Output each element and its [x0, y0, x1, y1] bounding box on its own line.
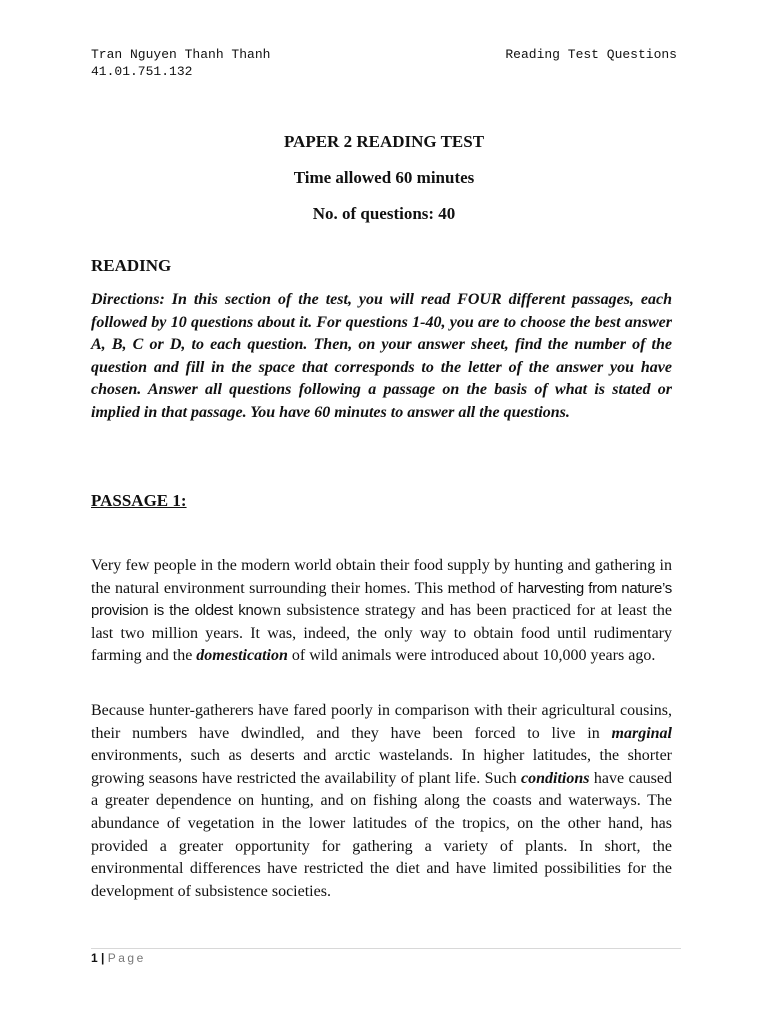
- paragraph-text: of wild animals were introduced about 10,000 years ago.: [287, 647, 656, 665]
- paragraph-text: wn subsistence strategy and has been practiced for at least the last two million years. It was, indeed, the only way to obtain food until rudimentary farming and the: [91, 602, 673, 665]
- header-doc-label: Reading Test Questions: [505, 47, 677, 62]
- vocab-term-domestication: domestication: [196, 647, 288, 665]
- author-name: Tran Nguyen Thanh Thanh: [91, 47, 271, 62]
- paragraph-text: Very few people in the modern world obtain their food supply by hunting and gathering in the natural environment surrounding their homes. This method of: [91, 557, 672, 597]
- page-footer: [91, 951, 146, 965]
- page-label: Page: [107, 951, 146, 965]
- title-block: [0, 124, 768, 232]
- question-count: No. of questions: 40: [312, 204, 456, 223]
- vocab-term-marginal: marginal: [611, 724, 672, 742]
- passage-paragraph-1: [91, 555, 672, 668]
- paragraph-text: Because hunter-gatherers have fared poorly in comparison with their agricultural cousins, their numbers have dwindled, and they have been forced to live in: [91, 702, 672, 742]
- paper-title: PAPER 2 READING TEST: [283, 132, 485, 151]
- paragraph-text-alt-font: harvesting from nature’s provision is the oldest kno: [91, 579, 673, 620]
- directions-text: Directions: In this section of the test, you will read FOUR different passages, each followed by 10 questions about it. For questions 1-40, you are to choose the best answer A, B, C or D, to each question. Then, on your answer sheet, find the number of the question and fill in the space that corresponds to the letter of the answer you have chosen. Answer all questions following a passage on the basis of what is stated or implied in that passage. You have 60 minutes to answer all the questions.: [91, 291, 672, 421]
- header-left: [91, 46, 270, 80]
- passage-heading: PASSAGE 1:: [91, 491, 187, 510]
- vocab-term-conditions: conditions: [521, 769, 590, 787]
- section-heading: READING: [91, 256, 172, 275]
- student-id: 41.01.751.132: [91, 64, 193, 79]
- paragraph-text: have caused a greater dependence on hunting, and on fishing along the coasts and waterways. The abundance of vegetation in the lower latitudes of the tropics, on the other hand, has provided a greater opportunity for gathering a variety of plants. In short, the environmental differences have restricted the diet and have limited possibilities for the development of subsistence societies.: [91, 769, 672, 900]
- time-allowed: Time allowed 60 minutes: [293, 168, 475, 187]
- footer-divider: [91, 948, 681, 949]
- paragraph-text: environments, such as deserts and arctic wastelands. In higher latitudes, the shorter growing seasons have restricted the availability of plant life. Such: [91, 747, 672, 787]
- page-separator: |: [101, 951, 105, 965]
- page-number: 1: [91, 951, 98, 965]
- passage-paragraph-2: [91, 700, 672, 903]
